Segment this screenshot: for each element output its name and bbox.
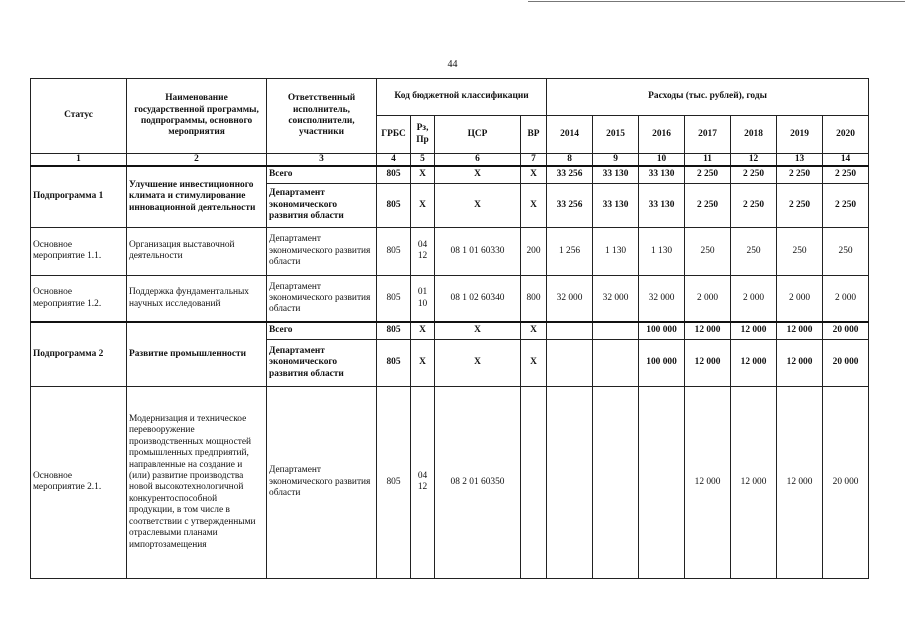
cell-amount: 250	[823, 227, 869, 275]
top-border-line	[528, 1, 905, 2]
cell-amount	[639, 386, 685, 578]
cell-amount: 33 130	[593, 166, 639, 183]
header-budget-code: Код бюджетной классификации	[377, 79, 547, 116]
col-number: 13	[777, 154, 823, 167]
row-status: Основное мероприятие 1.2.	[31, 275, 127, 322]
header-year: 2018	[731, 116, 777, 154]
col-number: 3	[267, 154, 377, 167]
col-number: 14	[823, 154, 869, 167]
col-number: 11	[685, 154, 731, 167]
cell-csr: 08 2 01 60350	[435, 386, 521, 578]
col-number: 2	[127, 154, 267, 167]
cell-amount: 2 250	[685, 166, 731, 183]
header-grbs: ГРБС	[377, 116, 411, 154]
cell-vr: 800	[521, 275, 547, 322]
col-number: 4	[377, 154, 411, 167]
col-number: 1	[31, 154, 127, 167]
row-executor: Департамент экономического развития области	[267, 227, 377, 275]
cell-amount: 100 000	[639, 339, 685, 386]
cell-amount: 2 250	[731, 166, 777, 183]
header-row-1	[31, 79, 869, 116]
table-row	[31, 322, 869, 339]
cell-grbs: 805	[377, 386, 411, 578]
cell-amount: 33 256	[547, 183, 593, 227]
cell-csr: Х	[435, 339, 521, 386]
header-year: 2019	[777, 116, 823, 154]
row-executor: Всего	[267, 322, 377, 339]
cell-amount: 2 000	[777, 275, 823, 322]
cell-amount: 1 130	[593, 227, 639, 275]
cell-amount: 2 250	[823, 183, 869, 227]
cell-grbs: 805	[377, 183, 411, 227]
cell-amount: 250	[731, 227, 777, 275]
cell-amount: 12 000	[685, 386, 731, 578]
table-row	[31, 227, 869, 275]
cell-amount: 33 130	[593, 183, 639, 227]
row-status: Подпрограмма 2	[31, 322, 127, 386]
col-number: 10	[639, 154, 685, 167]
header-vr: ВР	[521, 116, 547, 154]
row-name: Модернизация и техническое перевооружение производственных мощностей промышленных предприятий, направленные на создание и (или) развитие производства новой высокотехнологичной конкурентоспособной продукции, в том числе в соответствии с утвержденными отраслевыми планами импортозамещения	[127, 386, 267, 578]
cell-vr: Х	[521, 339, 547, 386]
header-rzpr: Рз, Пр	[411, 116, 435, 154]
cell-csr: 08 1 01 60330	[435, 227, 521, 275]
cell-amount: 12 000	[731, 386, 777, 578]
table-row	[31, 275, 869, 322]
row-name: Организация выставочной деятельности	[127, 227, 267, 275]
header-year: 2017	[685, 116, 731, 154]
row-name: Улучшение инвестиционного климата и стимулирование инновационной деятельности	[127, 166, 267, 227]
row-status: Подпрограмма 1	[31, 166, 127, 227]
cell-vr: Х	[521, 166, 547, 183]
row-name: Поддержка фундаментальных научных исследований	[127, 275, 267, 322]
cell-amount: 1 130	[639, 227, 685, 275]
cell-vr: 200	[521, 227, 547, 275]
table-row	[31, 386, 869, 578]
cell-rzpr: Х	[411, 166, 435, 183]
row-status: Основное мероприятие 2.1.	[31, 386, 127, 578]
header-year: 2015	[593, 116, 639, 154]
cell-amount: 33 130	[639, 166, 685, 183]
cell-amount: 250	[685, 227, 731, 275]
cell-amount: 33 130	[639, 183, 685, 227]
cell-vr: Х	[521, 322, 547, 339]
col-number: 9	[593, 154, 639, 167]
cell-amount: 2 250	[685, 183, 731, 227]
row-executor: Департамент экономического развития области	[267, 339, 377, 386]
header-name: Наименование государственной программы, подпрограммы, основного мероприятия	[127, 79, 267, 154]
col-number: 7	[521, 154, 547, 167]
cell-amount: 12 000	[777, 386, 823, 578]
cell-amount	[547, 322, 593, 339]
cell-amount: 12 000	[731, 339, 777, 386]
header-executor: Ответственный исполнитель, соисполнители, участники	[267, 79, 377, 154]
cell-rzpr: Х	[411, 322, 435, 339]
header-year: 2016	[639, 116, 685, 154]
cell-amount: 2 250	[777, 183, 823, 227]
table-row	[31, 166, 869, 183]
cell-amount: 100 000	[639, 322, 685, 339]
cell-amount	[547, 339, 593, 386]
cell-amount: 12 000	[685, 322, 731, 339]
cell-amount: 20 000	[823, 339, 869, 386]
cell-amount: 2 250	[777, 166, 823, 183]
header-year: 2020	[823, 116, 869, 154]
cell-vr	[521, 386, 547, 578]
row-name: Развитие промышленности	[127, 322, 267, 386]
header-status: Статус	[31, 79, 127, 154]
cell-csr: Х	[435, 166, 521, 183]
row-executor: Департамент экономического развития области	[267, 275, 377, 322]
cell-amount: 12 000	[777, 322, 823, 339]
col-number: 12	[731, 154, 777, 167]
cell-grbs: 805	[377, 322, 411, 339]
cell-amount	[547, 386, 593, 578]
header-year: 2014	[547, 116, 593, 154]
cell-amount	[593, 339, 639, 386]
cell-vr: Х	[521, 183, 547, 227]
header-csr: ЦСР	[435, 116, 521, 154]
col-number: 5	[411, 154, 435, 167]
cell-rzpr: Х	[411, 183, 435, 227]
cell-amount: 2 250	[731, 183, 777, 227]
col-number: 8	[547, 154, 593, 167]
cell-rzpr: 01 10	[411, 275, 435, 322]
cell-grbs: 805	[377, 227, 411, 275]
header-expenses: Расходы (тыс. рублей), годы	[547, 79, 869, 116]
row-status: Основное мероприятие 1.1.	[31, 227, 127, 275]
cell-amount: 33 256	[547, 166, 593, 183]
cell-amount: 20 000	[823, 386, 869, 578]
cell-amount: 12 000	[731, 322, 777, 339]
cell-amount: 20 000	[823, 322, 869, 339]
cell-csr: 08 1 02 60340	[435, 275, 521, 322]
cell-amount	[593, 322, 639, 339]
cell-amount: 2 250	[823, 166, 869, 183]
cell-amount: 250	[777, 227, 823, 275]
row-executor: Всего	[267, 166, 377, 183]
budget-table	[30, 78, 869, 579]
cell-amount: 12 000	[685, 339, 731, 386]
cell-csr: Х	[435, 183, 521, 227]
cell-grbs: 805	[377, 339, 411, 386]
cell-amount: 12 000	[777, 339, 823, 386]
cell-rzpr: 04 12	[411, 386, 435, 578]
col-number: 6	[435, 154, 521, 167]
cell-rzpr: 04 12	[411, 227, 435, 275]
cell-grbs: 805	[377, 275, 411, 322]
cell-amount: 2 000	[731, 275, 777, 322]
row-executor: Департамент экономического развития области	[267, 183, 377, 227]
cell-grbs: 805	[377, 166, 411, 183]
cell-amount: 32 000	[547, 275, 593, 322]
cell-amount: 32 000	[639, 275, 685, 322]
cell-amount	[593, 386, 639, 578]
cell-amount: 2 000	[823, 275, 869, 322]
cell-rzpr: Х	[411, 339, 435, 386]
page-number: 44	[447, 59, 458, 70]
cell-csr: Х	[435, 322, 521, 339]
cell-amount: 32 000	[593, 275, 639, 322]
row-executor: Департамент экономического развития области	[267, 386, 377, 578]
cell-amount: 2 000	[685, 275, 731, 322]
cell-amount: 1 256	[547, 227, 593, 275]
column-numbers-row	[31, 154, 869, 167]
